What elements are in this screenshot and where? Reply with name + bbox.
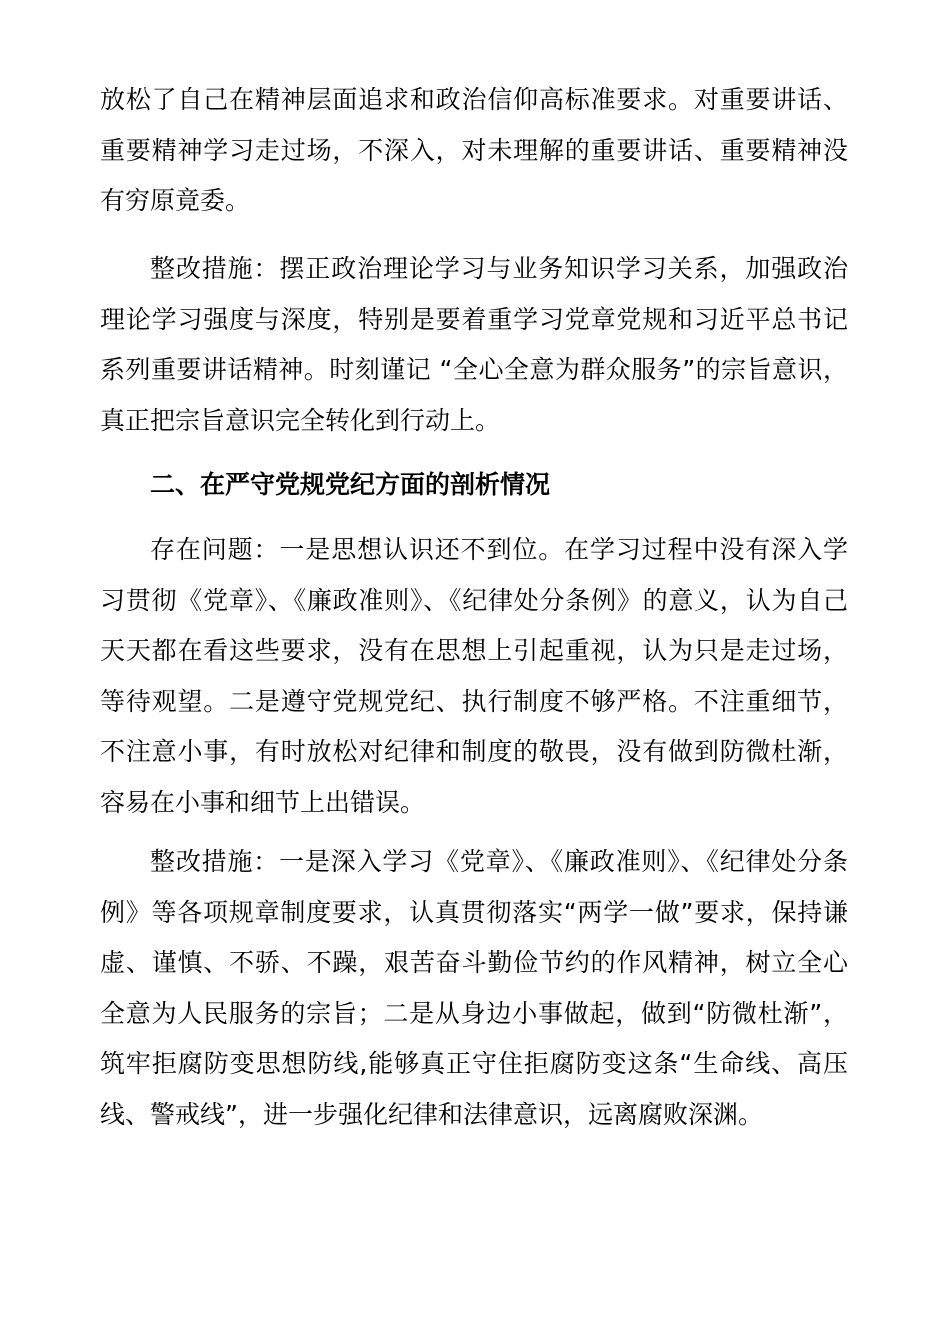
paragraph-rectification-measures-1: 整改措施：摆正政治理论学习与业务知识学习关系，加强政治理论学习强度与深度，特别是要着重学习党章党规和习近平总书记系列重要讲话精神。时刻谨记 “全心全意为群众服务”的宗旨意识，真正把宗旨意识完全转化到行动上。 <box>100 254 848 435</box>
section-heading-2: 二、在严守党规党纪方面的剖析情况 <box>150 470 551 499</box>
paragraph-continuation: 放松了自己在精神层面追求和政治信仰高标准要求。对重要讲话、重要精神学习走过场，不深入，对未理解的重要讲话、重要精神没有穷原竟委。 <box>100 85 848 215</box>
paragraph-existing-problems: 存在问题：一是思想认识还不到位。在学习过程中没有深入学习贯彻《党章》、《廉政准则》、《纪律处分条例》的意义，认为自己天天都在看这些要求，没有在思想上引起重视，认为只是走过场，等待观望。二是遵守党规党纪、执行制度不够严格。不注重细节，不注意小事，有时放松对纪律和制度的敬畏，没有做到防微杜渐，容易在小事和细节上出错误。 <box>100 535 848 817</box>
paragraph-rectification-measures-2: 整改措施：一是深入学习《党章》、《廉政准则》、《纪律处分条例》等各项规章制度要求，认真贯彻落实“两学一做”要求，保持谦虚、谨慎、不骄、不躁，艰苦奋斗勤俭节约的作风精神，树立全心全意为人民服务的宗旨；二是从身边小事做起，做到“防微杜渐”，筑牢拒腐防变思想防线,能够真正守住拒腐防变这条“生命线、高压线、警戒线”，进一步强化纪律和法律意识，远离腐败深渊。 <box>100 847 848 1129</box>
